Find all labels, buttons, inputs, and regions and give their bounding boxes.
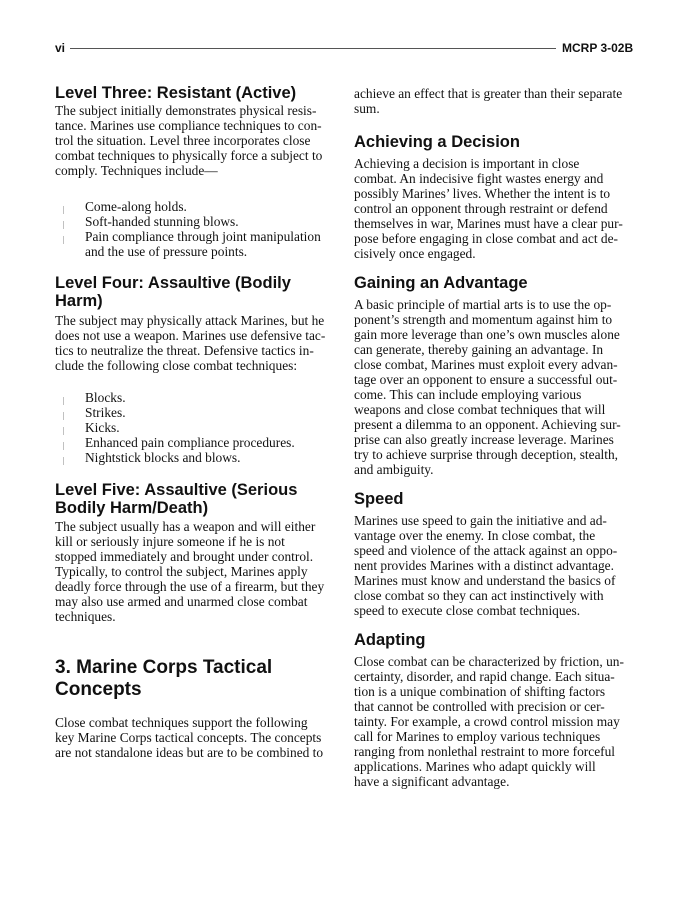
text-line: close combat so they can act instinctively with: [354, 588, 604, 603]
heading-line: Harm): [55, 292, 103, 310]
paragraph: [55, 313, 335, 373]
text-line: does not use a weapon. Marines use defensive tac-: [55, 328, 326, 343]
text-line: The subject may physically attack Marines, but he: [55, 313, 325, 328]
text-line: comply. Techniques include—: [55, 163, 218, 178]
bullet-item: [55, 214, 335, 229]
text-line: tage over an opponent to ensure a successful out-: [354, 372, 618, 387]
text-line: can generate, thereby gaining an advantage. In: [354, 342, 604, 357]
text-line: Achieving a decision is important in close: [354, 156, 580, 171]
bullet-icon: |: [63, 220, 65, 229]
bullet-item: [55, 229, 335, 244]
text-line: present a dilemma to an opponent. Achieving sur-: [354, 417, 621, 432]
heading-line: Speed: [354, 490, 404, 508]
document-id: MCRP 3-02B: [562, 41, 634, 55]
section-heading: [55, 657, 335, 701]
bullet-text: Kicks.: [85, 420, 120, 435]
bullet-list: [55, 199, 335, 259]
text-line: The subject usually has a weapon and will either: [55, 519, 316, 534]
text-line: tion is a unique combination of shifting factors: [354, 684, 606, 699]
paragraph: [354, 654, 634, 789]
text-line: A basic principle of martial arts is to use the op-: [354, 297, 612, 312]
text-line: cisively once engaged.: [354, 246, 476, 261]
text-line: have a significant advantage.: [354, 774, 510, 789]
bullet-item: [55, 450, 335, 465]
text-line: are not standalone ideas but are to be combined to: [55, 745, 324, 760]
text-line: pose before engaging in close combat and act de-: [354, 231, 618, 246]
text-line: gain more leverage than one’s own muscles alone: [354, 327, 620, 342]
bullet-icon: |: [63, 235, 65, 244]
bullet-icon: |: [63, 426, 65, 435]
bullet-item: [55, 435, 335, 450]
page-number: vi: [55, 41, 66, 55]
bullet-item: [55, 199, 335, 214]
bullet-icon: |: [63, 411, 65, 420]
paragraph: [354, 513, 634, 618]
heading-line: 3. Marine Corps Tactical: [55, 657, 273, 678]
bullet-text: Come-along holds.: [85, 199, 187, 214]
text-line: Close combat techniques support the following: [55, 715, 308, 730]
text-line: Close combat can be characterized by friction, un-: [354, 654, 624, 669]
section-heading: [55, 84, 335, 102]
section-heading: [354, 631, 634, 649]
text-line: tics to neutralize the threat. Defensive tactics in-: [55, 343, 314, 358]
text-line: achieve an effect that is greater than their separate: [354, 86, 623, 101]
section-heading: [354, 490, 634, 508]
bullet-text: Enhanced pain compliance procedures.: [85, 435, 295, 450]
section-heading: [55, 481, 335, 517]
text-line: call for Marines to employ various techniques: [354, 729, 601, 744]
heading-line: Achieving a Decision: [354, 133, 520, 151]
bullet-icon: |: [63, 441, 65, 450]
text-line: Marines use speed to gain the initiative and ad-: [354, 513, 607, 528]
section-heading: [354, 274, 634, 292]
paragraph: [55, 519, 335, 624]
bullet-icon: |: [63, 205, 65, 214]
text-line: The subject initially demonstrates physical resis-: [55, 103, 317, 118]
text-line: combat techniques to physically force a subject to: [55, 148, 323, 163]
bullet-item: [55, 390, 335, 405]
bullet-text: Blocks.: [85, 390, 126, 405]
text-line: combat. An indecisive fight wastes energy and: [354, 171, 604, 186]
section-heading: [55, 274, 335, 310]
text-line: may also use armed and unarmed close combat: [55, 594, 308, 609]
heading-line: Concepts: [55, 679, 142, 700]
bullet-item: [55, 420, 335, 435]
text-line: key Marine Corps tactical concepts. The concepts: [55, 730, 322, 745]
text-line: prise can also greatly increase leverage. Marines: [354, 432, 614, 447]
paragraph: [55, 715, 335, 760]
text-line: stopped immediately and brought under control.: [55, 549, 314, 564]
text-line: kill or seriously injure someone if he is not: [55, 534, 285, 549]
text-line: tance. Marines use compliance techniques to con-: [55, 118, 322, 133]
text-line: nent provides Marines with a distinct advantage.: [354, 558, 614, 573]
text-line: ponent’s strength and momentum against him to: [354, 312, 613, 327]
text-line: ranging from nonlethal restraint to more forceful: [354, 744, 616, 759]
text-line: weapons and close combat techniques that will: [354, 402, 606, 417]
heading-line: Gaining an Advantage: [354, 274, 528, 292]
heading-line: Level Five: Assaultive (Serious: [55, 481, 298, 499]
section-heading: [354, 133, 634, 151]
text-line: tainty. For example, a crowd control mission may: [354, 714, 620, 729]
text-line: deadly force through the use of a firearm, but they: [55, 579, 325, 594]
header-rule: [70, 48, 556, 49]
paragraph: [354, 86, 634, 116]
text-line: Typically, to control the subject, Marines apply: [55, 564, 308, 579]
text-line: close combat, Marines must exploit every advan-: [354, 357, 618, 372]
text-line: certainty, disorder, and rapid change. Each situa-: [354, 669, 615, 684]
text-line: and ambiguity.: [354, 462, 434, 477]
text-line: possibly Marines’ lives. Whether the intent is to: [354, 186, 611, 201]
paragraph: [354, 156, 634, 261]
text-line: speed to execute close combat techniques.: [354, 603, 581, 618]
text-line: speed and violence of the attack against an oppo-: [354, 543, 618, 558]
text-line: trol the situation. Level three incorporates close: [55, 133, 311, 148]
bullet-icon: |: [63, 396, 65, 405]
text-line: applications. Marines who adapt quickly will: [354, 759, 596, 774]
bullet-text: and the use of pressure points.: [85, 244, 248, 259]
text-line: try to achieve surprise through deception, stealth,: [354, 447, 619, 462]
bullet-item: [55, 405, 335, 420]
paragraph: [354, 297, 634, 477]
bullet-text: Pain compliance through joint manipulation: [85, 229, 321, 244]
heading-line: Adapting: [354, 631, 426, 649]
heading-line: Level Four: Assaultive (Bodily: [55, 274, 291, 292]
paragraph: [55, 103, 335, 178]
bullet-text: Nightstick blocks and blows.: [85, 450, 241, 465]
bullet-icon: |: [63, 456, 65, 465]
text-line: themselves in war, Marines must have a clear pur-: [354, 216, 623, 231]
text-line: Marines must know and understand the basics of: [354, 573, 616, 588]
bullet-text: Soft-handed stunning blows.: [85, 214, 239, 229]
text-line: clude the following close combat techniques:: [55, 358, 298, 373]
text-line: sum.: [354, 101, 380, 116]
text-line: techniques.: [55, 609, 116, 624]
text-line: that cannot be controlled with precision or cer-: [354, 699, 605, 714]
bullet-list: [55, 390, 335, 465]
text-line: come. This can include employing various: [354, 387, 582, 402]
heading-line: Level Three: Resistant (Active): [55, 84, 297, 102]
text-line: control an opponent through restraint or defend: [354, 201, 608, 216]
bullet-text: Strikes.: [85, 405, 126, 420]
heading-line: Bodily Harm/Death): [55, 499, 209, 517]
text-line: vantage over the enemy. In close combat, the: [354, 528, 596, 543]
bullet-item: [55, 244, 335, 259]
